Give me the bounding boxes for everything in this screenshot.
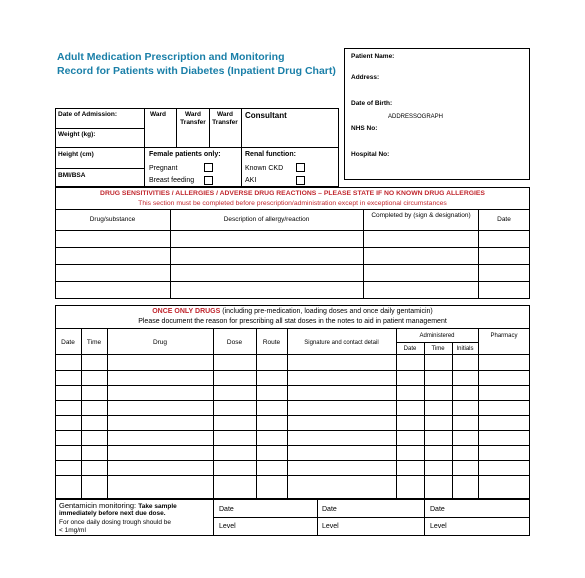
gentamicin-level-2: Level: [322, 523, 339, 530]
gentamicin-date-2: Date: [322, 506, 337, 513]
aki-label: AKI: [245, 177, 257, 184]
allergy-col-date: Date: [497, 216, 511, 223]
pregnant-checkbox[interactable]: [204, 163, 213, 172]
administered-label: Administered: [419, 333, 455, 339]
title-line-1: Adult Medication Prescription and Monitoring: [57, 51, 285, 63]
admin-col-date: Date: [403, 346, 417, 352]
breast-feeding-label: Breast feeding: [149, 177, 195, 184]
allergy-col-completed-by: Completed by (sign & designation): [371, 212, 471, 219]
ward-transfer-2-label: Ward Transfer: [212, 111, 238, 126]
admin-col-time: Time: [431, 346, 445, 352]
once-col-signature: Signature and contact detail: [304, 340, 379, 346]
pregnant-label: Pregnant: [149, 165, 178, 172]
gentamicin-note-3: For once daily dosing trough should be: [59, 519, 172, 526]
breast-feeding-checkbox[interactable]: [204, 176, 213, 185]
once-col-date: Date: [61, 339, 75, 346]
once-col-time: Time: [86, 339, 102, 346]
allergy-col-drug: Drug/substance: [89, 216, 136, 223]
hospital-no-label: Hospital No:: [351, 151, 390, 158]
once-col-route: Route: [262, 339, 281, 346]
address-label: Address:: [351, 74, 380, 81]
bmi-bsa-label: BMI/BSA: [58, 172, 86, 179]
gentamicin-note-4: < 1mg/ml: [59, 527, 86, 534]
gentamicin-date-3: Date: [430, 506, 445, 513]
female-patients-label: Female patients only:: [149, 151, 221, 158]
gentamicin-level-1: Level: [219, 523, 236, 530]
allergies-subheading: This section must be completed before prescription/administration except in exceptional circumstances: [138, 200, 447, 207]
once-only-heading: ONCE ONLY DRUGS (including pre-medication, loading doses and once daily gentamicin): [152, 308, 433, 315]
renal-function-label: Renal function:: [245, 151, 296, 158]
known-ckd-label: Known CKD: [245, 165, 284, 172]
allergies-heading: DRUG SENSITIVITIES / ALLERGIES / ADVERSE DRUG REACTIONS – PLEASE STATE IF NO KNOWN DRUG ALLERGIES: [100, 190, 485, 197]
weight-label: Weight (kg):: [58, 131, 96, 138]
admin-col-initials: Initials: [456, 346, 474, 352]
known-ckd-checkbox[interactable]: [296, 163, 305, 172]
height-label: Height (cm): [58, 151, 94, 158]
nhs-no-label: NHS No:: [351, 125, 378, 132]
page-title: [57, 50, 347, 78]
once-col-dose: Dose: [226, 339, 243, 346]
ward-label: Ward: [150, 111, 167, 118]
once-col-drug: Drug: [152, 339, 168, 346]
addressograph-label: ADDRESSOGRAPH: [388, 114, 444, 120]
ward-transfer-1-label: Ward Transfer: [180, 111, 206, 126]
once-only-subheading: Please document the reason for prescribing all stat doses in the notes to aid in patient management: [138, 318, 447, 325]
gentamicin-label: Gentamicin monitoring: Take sample: [59, 501, 177, 510]
dob-label: Date of Birth:: [351, 100, 393, 107]
patient-name-label: Patient Name:: [351, 53, 395, 60]
pharmacy-label: Pharmacy: [490, 333, 518, 339]
allergy-col-description: Description of allergy/reaction: [223, 216, 310, 223]
gentamicin-level-3: Level: [430, 523, 447, 530]
gentamicin-date-1: Date: [219, 506, 234, 513]
consultant-label: Consultant: [245, 111, 287, 120]
title-line-2: Record for Patients with Diabetes (Inpatient Drug Chart): [57, 65, 336, 77]
date-of-admission-label: Date of Admission:: [58, 111, 117, 118]
aki-checkbox[interactable]: [296, 176, 305, 185]
gentamicin-note-2: immediately before next due dose.: [59, 510, 166, 517]
